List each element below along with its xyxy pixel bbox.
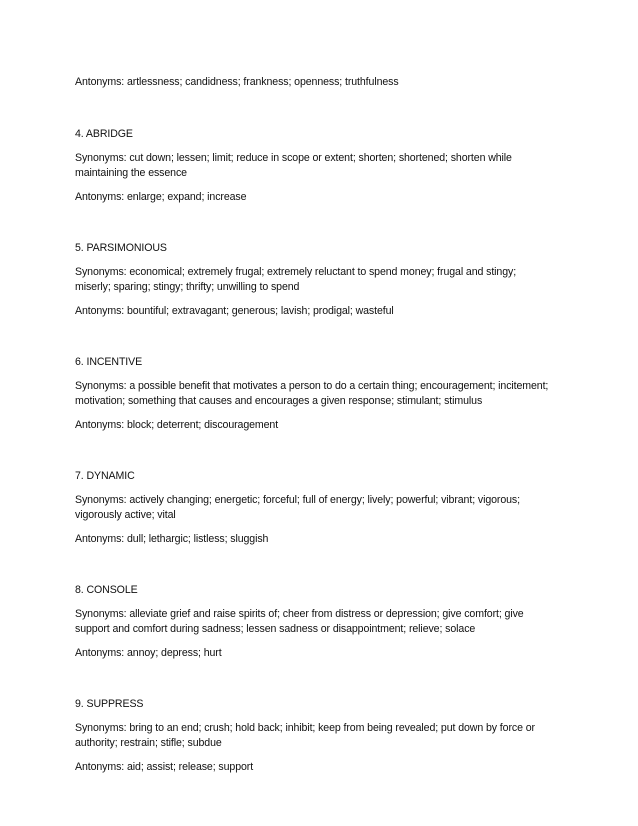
synonyms-text <box>75 151 555 181</box>
entry-dynamic <box>75 469 555 547</box>
entry-title: 7. DYNAMIC <box>75 470 135 482</box>
synonyms-line-1: Synonyms: bring to an end; crush; hold back; inhibit; keep from being revealed; put down by force or <box>75 722 535 734</box>
synonyms-line-2: authority; restrain; stifle; subdue <box>75 737 222 749</box>
synonyms-text <box>75 607 555 637</box>
synonyms-text <box>75 379 555 409</box>
synonyms-line-2: motivation; something that causes and encourages a given response; stimulant; stimulus <box>75 395 483 407</box>
entry-incentive <box>75 355 555 433</box>
entry-title: 8. CONSOLE <box>75 584 138 596</box>
entry-abridge <box>75 127 555 205</box>
antonyms-text: Antonyms: block; deterrent; discouragement <box>75 419 279 431</box>
entry-console <box>75 583 555 661</box>
entry-title: 9. SUPPRESS <box>75 698 144 710</box>
entry-title: 4. ABRIDGE <box>75 128 133 140</box>
synonyms-text <box>75 493 555 523</box>
synonyms-text <box>75 265 555 295</box>
synonyms-line-1: Synonyms: alleviate grief and raise spirits of; cheer from distress or depression; give comfort; give <box>75 608 524 620</box>
synonyms-line-1: Synonyms: cut down; lessen; limit; reduce in scope or extent; shorten; shortened; shorten while <box>75 152 512 164</box>
entry-suppress <box>75 697 555 775</box>
antonyms-text: Antonyms: annoy; depress; hurt <box>75 647 222 659</box>
synonyms-line-2: vigorously active; vital <box>75 509 176 521</box>
synonyms-line-1: Synonyms: economical; extremely frugal; extremely reluctant to spend money; frugal and stingy; <box>75 266 517 278</box>
synonyms-line-2: miserly; sparing; stingy; thrifty; unwilling to spend <box>75 281 300 293</box>
synonyms-line-2: support and comfort during sadness; lessen sadness or disappointment; relieve; solace <box>75 623 476 635</box>
antonyms-text: Antonyms: dull; lethargic; listless; sluggish <box>75 533 269 545</box>
antonyms-text: Antonyms: enlarge; expand; increase <box>75 191 247 203</box>
document-page <box>75 75 555 811</box>
synonyms-text <box>75 721 555 751</box>
entry-title: 5. PARSIMONIOUS <box>75 242 167 254</box>
intro-antonyms: Antonyms: artlessness; candidness; frankness; openness; truthfulness <box>75 76 399 88</box>
synonyms-line-2: maintaining the essence <box>75 167 187 179</box>
synonyms-line-1: Synonyms: a possible benefit that motivates a person to do a certain thing; encouragement; incitement; <box>75 380 549 392</box>
synonyms-line-1: Synonyms: actively changing; energetic; forceful; full of energy; lively; powerful; vibrant; vigorous; <box>75 494 520 506</box>
antonyms-text: Antonyms: bountiful; extravagant; generous; lavish; prodigal; wasteful <box>75 305 394 317</box>
antonyms-text: Antonyms: aid; assist; release; support <box>75 761 254 773</box>
entry-title: 6. INCENTIVE <box>75 356 143 368</box>
entry-parsimonious <box>75 241 555 319</box>
